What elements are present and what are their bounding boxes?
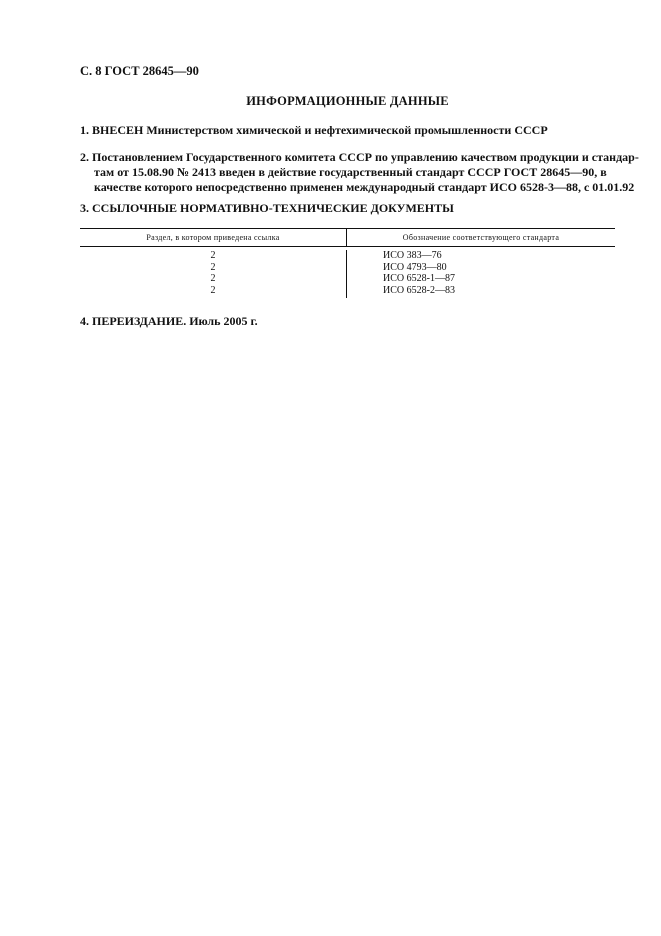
table-cell-standard: ИСО 6528-1—87 <box>383 273 455 284</box>
item-text-line-3: качестве которого непосредственно применен международный стандарт ИСО 6528-3—88, с 01.01.92 <box>94 180 635 194</box>
item-number: 1. <box>80 123 89 137</box>
table-cell-section: 2 <box>210 284 216 296</box>
table-header-row <box>80 229 615 247</box>
references-table <box>80 228 615 298</box>
info-item-3 <box>80 201 615 216</box>
section-column <box>80 250 347 298</box>
item-text-line-1-content: Постановлением Государственного комитета СССР по управлению качеством продукции и стандар- <box>92 150 639 164</box>
table-cell-section: 2 <box>210 273 216 284</box>
table-cell-standard: ИСО 6528-2—83 <box>383 284 455 296</box>
item-number: 2. <box>80 150 89 164</box>
item-text: ВНЕСЕН Министерством химической и нефтехимической промышленности СССР <box>92 123 548 137</box>
info-item-2 <box>80 150 639 195</box>
table-cell-standard: ИСО 383—76 <box>383 250 442 261</box>
item-text: ПЕРЕИЗДАНИЕ. Июль 2005 г. <box>92 314 258 328</box>
table-body <box>80 247 615 298</box>
item-text-line-1 <box>80 150 639 165</box>
table-cell-section: 2 <box>210 261 216 273</box>
table-cell-section: 2 <box>210 250 216 261</box>
table-cell-standard: ИСО 4793—80 <box>383 261 447 273</box>
info-item-1 <box>80 123 615 138</box>
item-number: 3. <box>80 201 89 215</box>
header-standard-column: Обозначение соответствующего стандарта <box>402 233 560 242</box>
info-item-4 <box>80 314 615 329</box>
header-section-column: Раздел, в котором приведена ссылка <box>80 229 347 246</box>
page-header: С. 8 ГОСТ 28645—90 <box>80 64 199 78</box>
standard-column <box>347 250 615 298</box>
item-text: ССЫЛОЧНЫЕ НОРМАТИВНО-ТЕХНИЧЕСКИЕ ДОКУМЕНТЫ <box>92 201 454 215</box>
item-text-line-2: там от 15.08.90 № 2413 введен в действие государственный стандарт СССР ГОСТ 28645—90, в <box>94 165 607 179</box>
item-number: 4. <box>80 314 89 328</box>
document-title: ИНФОРМАЦИОННЫЕ ДАННЫЕ <box>246 94 449 108</box>
